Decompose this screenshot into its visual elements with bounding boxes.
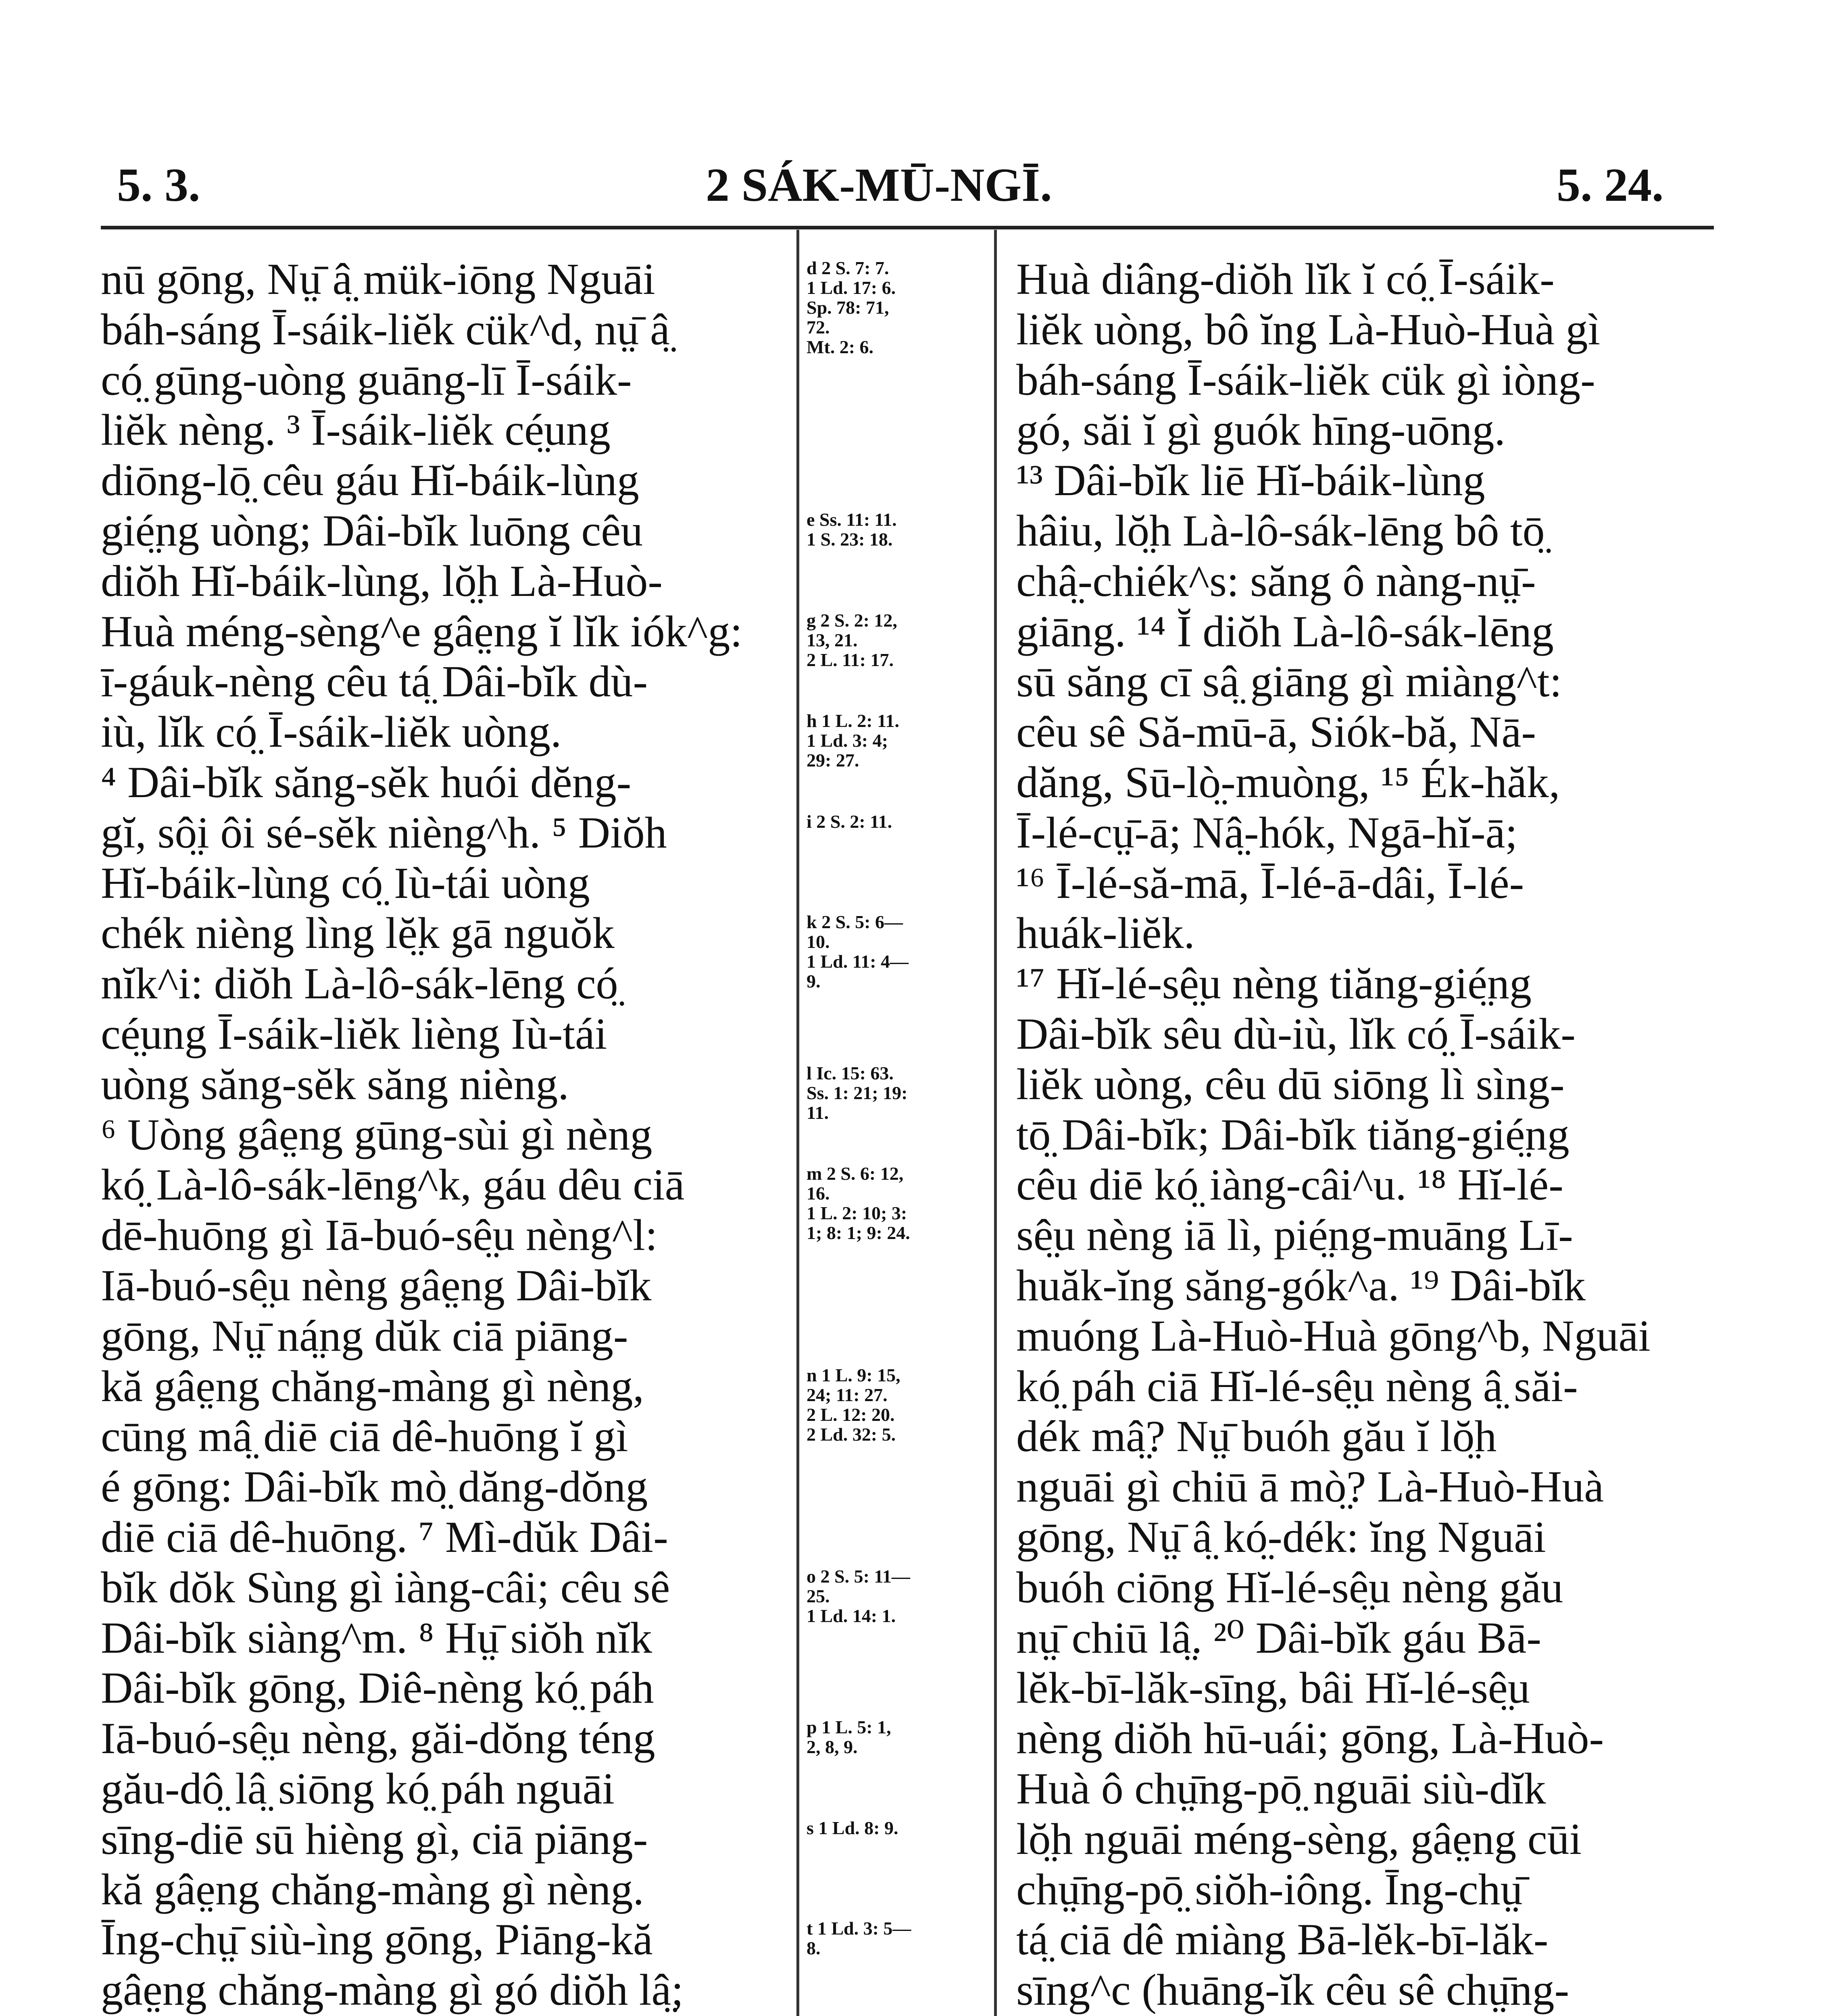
text-line: báh-sáng Ī-sáik-liĕk cük gì iòng- [1016,355,1595,404]
text-line: huák-liĕk. [1016,908,1195,958]
chapter-verse-start: 5. 3. [117,158,200,211]
text-line: sīng^c (huāng-ĭk cêu sê chṳ̄ng- [1016,1965,1570,2015]
text-line: chék nièng lìng lĕ̤k gā nguŏk [101,908,615,958]
text-line: Huà diâng-diŏh lĭk ĭ có̤ Ī-sáik- [1016,254,1555,304]
cross-reference: e Ss. 11: 11. 1 S. 23: 18. [807,509,897,550]
cross-reference: s 1 Ld. 8: 9. [807,1817,898,1838]
right-text-column [1016,254,1718,2016]
text-line: é gōng: Dâi-bĭk mò̤ dăng-dŏng [101,1462,648,1512]
text-line: nĭk^i: diŏh Là-lô-sák-lēng có̤ [101,959,618,1008]
text-line: buóh ciōng Hĭ-lé-sê̤u nèng gău [1016,1562,1563,1612]
cross-reference: i 2 S. 2: 11. [807,811,892,832]
text-line: dē-huōng gì Iā-buó-sê̤u nèng^l: [101,1210,658,1260]
text-line: diōng-lō̤ cêu gáu Hĭ-báik-lùng [101,456,639,505]
text-line: cêu diē kó̤ iàng-câi^u. ¹⁸ Hĭ-lé- [1016,1160,1563,1210]
text-line: kó̤ Là-lô-sák-lēng^k, gáu dêu ciā [101,1160,685,1210]
text-line: gié̤ng uòng; Dâi-bĭk luōng cêu [101,506,643,555]
text-line: sū săng cī sâ̤ giāng gì miàng^t: [1016,657,1562,706]
chapter-verse-end: 5. 24. [1557,158,1664,211]
text-line: cé̤ung Ī-sáik-liĕk lièng Iù-tái [101,1009,607,1058]
text-line: sê̤u nèng iā lì, pié̤ng-muāng Lī- [1016,1210,1573,1260]
text-line: sīng-diē sū hièng gì, ciā piāng- [101,1814,648,1864]
text-line: huăk-ĭng săng-gók^a. ¹⁹ Dâi-bĭk [1016,1260,1586,1310]
text-line: nṳ̄ chiū lâ̤. ²⁰ Dâi-bĭk gáu Bā- [1016,1613,1542,1662]
text-line: Huà ô chṳ̄ng-pō̤ nguāi siù-dĭk [1016,1764,1546,1813]
text-line: kă gâe̤ng chăng-màng gì nèng, [101,1361,644,1411]
text-line: báh-sáng Ī-sáik-liĕk cük^d, nṳ̄ â̤ [101,304,670,354]
text-line: liĕk nèng. ³ Ī-sáik-liĕk cé̤ung [101,405,611,455]
text-line: giāng. ¹⁴ Ĭ diŏh Là-lô-sák-lēng [1016,606,1554,656]
text-line: Hĭ-báik-lùng có̤ Iù-tái uòng [101,858,590,908]
text-line: gău-dô̤ lâ̤ siōng kó̤ páh nguāi [101,1764,615,1813]
text-line: Dâi-bĭk sêu dù-iù, lĭk có̤ Ī-sáik- [1016,1009,1576,1058]
cross-reference: h 1 L. 2: 11. 1 Ld. 3: 4; 29: 27. [807,710,900,771]
left-text-column [101,254,786,2016]
text-line: kó̤ páh ciā Hĭ-lé-sê̤u nèng â̤ săi- [1016,1361,1578,1411]
cross-reference: p 1 L. 5: 1, 2, 8, 9. [807,1717,891,1758]
text-line: ⁶ Uòng gâe̤ng gūng-sùi gì nèng [101,1110,652,1159]
column-divider-left [796,230,799,2016]
cross-reference: t 1 Ld. 3: 5— 8. [807,1918,911,1959]
text-line: muóng Là-Huò-Huà gōng^b, Nguāi [1016,1311,1651,1360]
cross-reference: l Ic. 15: 63. Ss. 1: 21; 19: 11. [807,1062,908,1123]
text-line: gōng, Nṳ̄ ná̤ng dŭk ciā piāng- [101,1311,628,1360]
text-line: Īng-chṳ̄ siù-ìng gōng, Piāng-kă [101,1915,653,1964]
text-line: cêu sê Să-mū-ā, Siók-bă, Nā- [1016,707,1536,757]
text-line: ⁴ Dâi-bĭk săng-sĕk huói dĕng- [101,757,632,807]
text-line: ¹⁶ Ī-lé-să-mā, Ī-lé-ā-dâi, Ī-lé- [1016,858,1524,908]
text-line: gōng, Nṳ̄ â̤ kó̤-dék: ĭng Nguāi [1016,1512,1546,1562]
cross-reference: k 2 S. 5: 6— 10. 1 Ld. 11: 4— 9. [807,912,909,992]
text-line: ī-gáuk-nèng cêu tá̤ Dâi-bĭk dù- [101,657,648,706]
cross-reference: n 1 L. 9: 15, 24; 11: 27. 2 L. 12: 20. 2 Ld. 32: 5. [807,1364,900,1445]
text-line: ¹³ Dâi-bĭk liē Hĭ-báik-lùng [1016,456,1485,505]
text-line: Iā-buó-sê̤u nèng gâe̤ng Dâi-bĭk [101,1260,652,1310]
text-line: bĭk dŏk Sùng gì iàng-câi; cêu sê [101,1562,670,1612]
text-line: tá̤ ciā dê miàng Bā-lĕk-bī-lăk- [1016,1915,1549,1964]
header-rule [101,226,1714,229]
text-line: châ̤-chiék^s: săng ô nàng-nṳ̄- [1016,556,1536,606]
text-line: cūng mâ̤ diē ciā dê-huōng ĭ gì [101,1412,628,1461]
text-line: gó, săi ĭ gì guók hīng-uōng. [1016,405,1506,455]
text-line: kă gâe̤ng chăng-màng gì nèng. [101,1864,644,1914]
text-line: dék mâ̤? Nṳ̄ buóh gău ĭ lŏ̤h [1016,1412,1497,1461]
book-title: 2 SÁK-MŪ-NGĪ. [706,158,1052,211]
text-line: lŏ̤h nguāi méng-sèng, gâe̤ng cūi [1016,1814,1582,1864]
text-line: chṳ̄ng-pō̤ siŏh-iông. Īng-chṳ̄ [1016,1864,1523,1914]
text-line: nguāi gì chiū ā mò̤? Là-Huò-Huà [1016,1462,1604,1512]
text-line: iù, lĭk có̤ Ī-sáik-liĕk uòng. [101,707,562,757]
cross-reference: g 2 S. 2: 12, 13, 21. 2 L. 11: 17. [807,610,897,670]
column-divider-right [994,230,997,2016]
text-line: Huà méng-sèng^e gâe̤ng ĭ lĭk iók^g: [101,606,742,656]
text-line: Iā-buó-sê̤u nèng, găi-dŏng téng [101,1714,655,1763]
text-line: Ī-lé-cṳ̄-ā; Nâ̤-hók, Ngā-hĭ-ā; [1016,808,1517,857]
text-line: nū gōng, Nṳ̄ â̤ mük-iōng Nguāi [101,254,655,304]
text-line: ¹⁷ Hĭ-lé-sê̤u nèng tiăng-gié̤ng [1016,959,1532,1008]
text-line: gâe̤ng chăng-màng gì gó diŏh lâ̤; [101,1965,684,2015]
text-line: diŏh Hĭ-báik-lùng, lŏ̤h Là-Huò- [101,556,663,606]
text-line: uòng săng-sĕk săng nièng. [101,1059,569,1109]
text-line: diē ciā dê-huōng. ⁷ Mì-dŭk Dâi- [101,1512,668,1562]
text-line: dăng, Sū-lò̤-muòng, ¹⁵ Ék-hăk, [1016,757,1560,807]
text-line: lĕk-bī-lăk-sīng, bâi Hĭ-lé-sê̤u [1016,1663,1530,1713]
text-line: tō̤ Dâi-bĭk; Dâi-bĭk tiăng-gié̤ng [1016,1110,1570,1159]
text-line: gĭ, sô̤i ôi sé-sĕk nièng^h. ⁵ Diŏh [101,808,667,857]
cross-reference: m 2 S. 6: 12, 16. 1 L. 2: 10; 3: 1; 8: 1; 9: 24. [807,1163,910,1243]
text-line: nèng diŏh hū-uái; gōng, Là-Huò- [1016,1714,1604,1763]
text-line: Dâi-bĭk gōng, Diê-nèng kó̤ páh [101,1663,654,1713]
cross-reference: o 2 S. 5: 11— 25. 1 Ld. 14: 1. [807,1566,910,1626]
text-line: liĕk uòng, cêu dū siōng lì sìng- [1016,1059,1565,1109]
text-line: có̤ gūng-uòng guāng-lī Ī-sáik- [101,355,632,404]
text-line: Dâi-bĭk siàng^m. ⁸ Hṳ̄ siŏh nĭk [101,1613,652,1662]
cross-reference: d 2 S. 7: 7. 1 Ld. 17: 6. Sp. 78: 71, 72. Mt. 2: 6. [807,258,896,357]
text-line: hâiu, lŏ̤h Là-lô-sák-lēng bô tō̤ [1016,506,1545,555]
text-line: liĕk uòng, bô ĭng Là-Huò-Huà gì [1016,304,1601,354]
